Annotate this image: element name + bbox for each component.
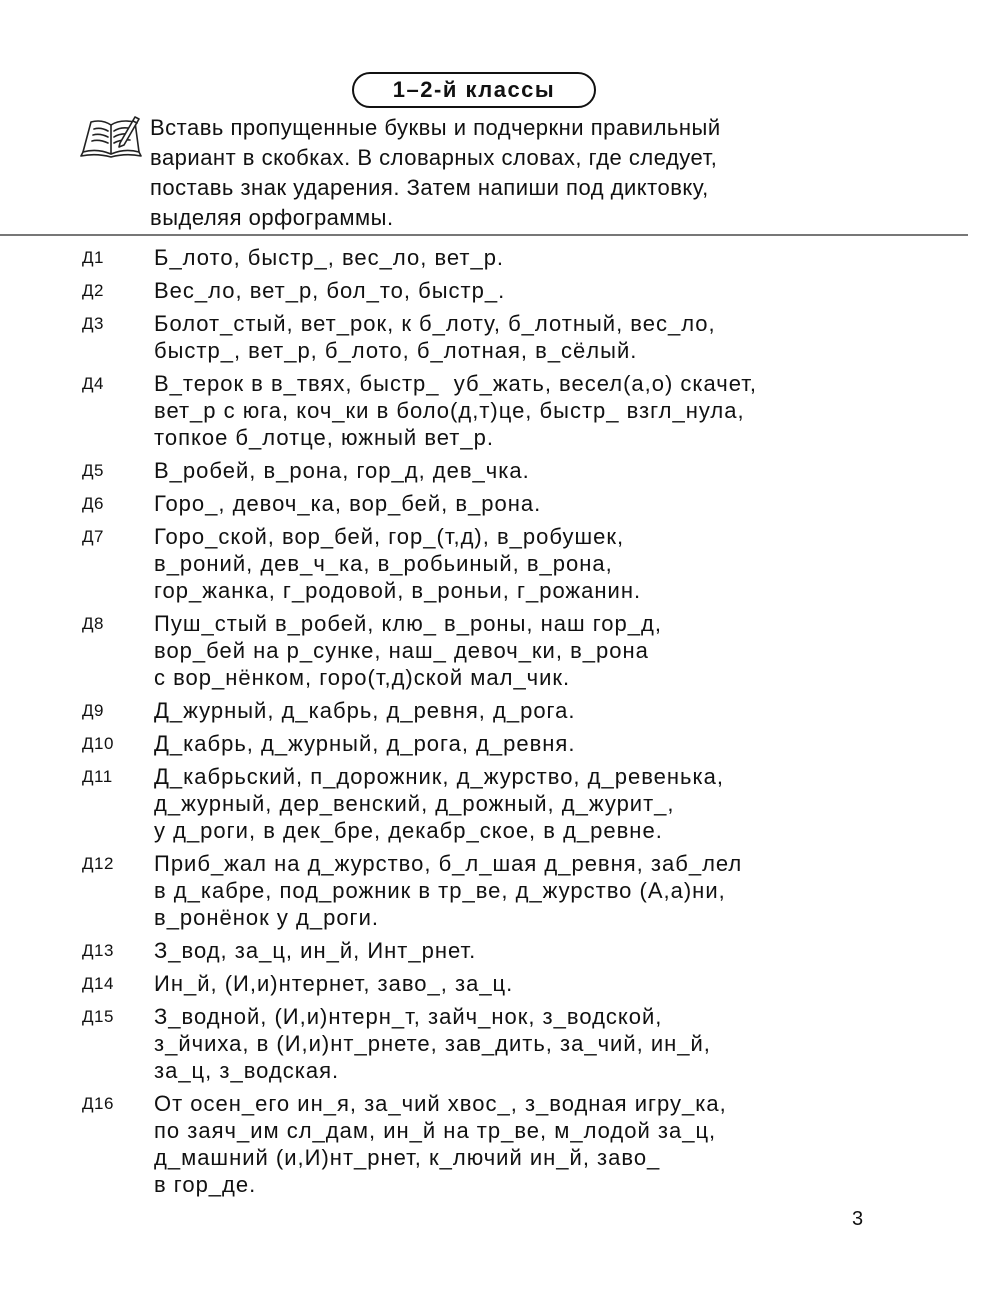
open-book-with-pencil-icon <box>80 113 142 159</box>
dictation-line: Б_лото, быстр_, вес_ло, вет_р. <box>154 245 505 270</box>
dictation-text <box>154 763 724 844</box>
dictation-item <box>0 523 987 604</box>
dictation-line: по заяч_им сл_дам, ин_й на тр_ве, м_лодой за_ц, <box>154 1118 717 1143</box>
dictation-line: Ин_й, (И,и)нтернет, заво_, за_ц. <box>154 971 514 996</box>
dictation-text <box>154 370 757 451</box>
dictation-item <box>0 937 987 964</box>
dictation-line: Д_журный, д_кабрь, д_ревня, д_рога. <box>154 698 576 723</box>
instruction-line: Вставь пропущенные буквы и подчеркни правильный <box>150 115 721 140</box>
dictation-text <box>154 730 575 757</box>
dictation-label: Д5 <box>82 461 104 480</box>
dictation-line: за_ц, з_водская. <box>154 1058 340 1083</box>
dictation-text <box>154 937 476 964</box>
dictation-text <box>154 490 541 517</box>
dictation-label: Д13 <box>82 941 114 960</box>
instruction-line: вариант в скобках. В словарных словах, где следует, <box>150 145 718 170</box>
divider-line <box>0 234 968 236</box>
dictation-item <box>0 490 987 517</box>
dictation-line: быстр_, вет_р, б_лото, б_лотная, в_сёлый. <box>154 338 638 363</box>
dictation-text <box>154 457 530 484</box>
dictation-text <box>154 850 742 931</box>
dictation-label: Д10 <box>82 734 114 753</box>
dictation-item <box>0 370 987 451</box>
dictation-line: д_журный, дер_венский, д_рожный, д_журит_, <box>154 791 675 816</box>
page-number: 3 <box>852 1208 864 1230</box>
dictation-line: Горо_, девоч_ка, вор_бей, в_рона. <box>154 491 542 516</box>
dictation-item <box>0 1090 987 1198</box>
dictation-label: Д11 <box>82 767 113 786</box>
dictation-line: вор_бей на р_сунке, наш_ девоч_ки, в_рона <box>154 638 649 663</box>
dictation-label: Д1 <box>82 248 104 267</box>
dictation-line: Д_кабрь, д_журный, д_рога, д_ревня. <box>154 731 576 756</box>
dictation-line: вет_р с юга, коч_ки в боло(д,т)це, быстр_ взгл_нула, <box>154 398 745 423</box>
dictation-text <box>154 523 641 604</box>
dictation-line: з_йчиха, в (И,и)нт_рнете, зав_дить, за_чий, ин_й, <box>154 1031 711 1056</box>
dictation-line: З_вод, за_ц, ин_й, Инт_рнет. <box>154 938 477 963</box>
dictation-label: Д15 <box>82 1007 114 1026</box>
dictation-text <box>154 697 575 724</box>
dictation-line: В_робей, в_рона, гор_д, дев_чка. <box>154 458 530 483</box>
dictation-line: Приб_жал на д_журство, б_л_шая д_ревня, заб_лел <box>154 851 743 876</box>
dictation-line: Д_кабрьский, п_дорожник, д_журство, д_ревенька, <box>154 764 724 789</box>
dictation-line: Горо_ской, вор_бей, гор_(т,д), в_робушек, <box>154 524 625 549</box>
dictation-label: Д16 <box>82 1094 114 1113</box>
dictation-text <box>154 244 504 271</box>
dictation-label: Д2 <box>82 281 104 300</box>
dictation-line: Пуш_стый в_робей, клю_ в_роны, наш гор_д, <box>154 611 662 636</box>
dictation-item <box>0 310 987 364</box>
dictation-label: Д4 <box>82 374 104 393</box>
dictation-text <box>154 310 716 364</box>
dictation-line: д_машний (и,И)нт_рнет, к_лючий ин_й, заво_ <box>154 1145 661 1170</box>
dictation-item <box>0 763 987 844</box>
dictation-item <box>0 1003 987 1084</box>
dictation-label: Д14 <box>82 974 114 993</box>
dictation-text <box>154 1003 711 1084</box>
dictation-list <box>0 244 987 1204</box>
dictation-line: в д_кабре, под_рожник в тр_ве, д_журство (А,а)ни, <box>154 878 726 903</box>
dictation-line: От осен_его ин_я, за_чий хвос_, з_водная игру_ка, <box>154 1091 727 1116</box>
dictation-item <box>0 850 987 931</box>
grade-badge: 1–2-й классы <box>352 72 596 108</box>
dictation-line: В_терок в в_твях, быстр_ уб_жать, весел(а,о) скачет, <box>154 371 757 396</box>
dictation-item <box>0 610 987 691</box>
dictation-label: Д9 <box>82 701 104 720</box>
dictation-label: Д6 <box>82 494 104 513</box>
dictation-label: Д3 <box>82 314 104 333</box>
instruction-line: выделяя орфограммы. <box>150 205 394 230</box>
dictation-item <box>0 697 987 724</box>
dictation-line: З_водной, (И,и)нтерн_т, зайч_нок, з_водской, <box>154 1004 663 1029</box>
dictation-item <box>0 244 987 271</box>
dictation-text <box>154 610 662 691</box>
dictation-text <box>154 970 513 997</box>
dictation-line: Вес_ло, вет_р, бол_то, быстр_. <box>154 278 506 303</box>
dictation-line: Болот_стый, вет_рок, к б_лоту, б_лотный, вес_ло, <box>154 311 716 336</box>
dictation-line: в_роний, дев_ч_ка, в_робьиный, в_рона, <box>154 551 613 576</box>
instruction-line: поставь знак ударения. Затем напиши под диктовку, <box>150 175 709 200</box>
dictation-text <box>154 1090 727 1198</box>
dictation-line: гор_жанка, г_родовой, в_роньи, г_рожанин. <box>154 578 642 603</box>
dictation-line: с вор_нёнком, горо(т,д)ской мал_чик. <box>154 665 571 690</box>
dictation-line: в_ронёнок у д_роги. <box>154 905 379 930</box>
dictation-item <box>0 970 987 997</box>
instructions-text <box>150 113 863 233</box>
dictation-item <box>0 730 987 757</box>
dictation-item <box>0 277 987 304</box>
dictation-text <box>154 277 505 304</box>
dictation-label: Д12 <box>82 854 114 873</box>
dictation-label: Д8 <box>82 614 104 633</box>
dictation-line: у д_роги, в дек_бре, декабр_ское, в д_ревне. <box>154 818 663 843</box>
dictation-line: топкое б_лотце, южный вет_р. <box>154 425 494 450</box>
dictation-label: Д7 <box>82 527 104 546</box>
dictation-item <box>0 457 987 484</box>
dictation-line: в гор_де. <box>154 1172 257 1197</box>
